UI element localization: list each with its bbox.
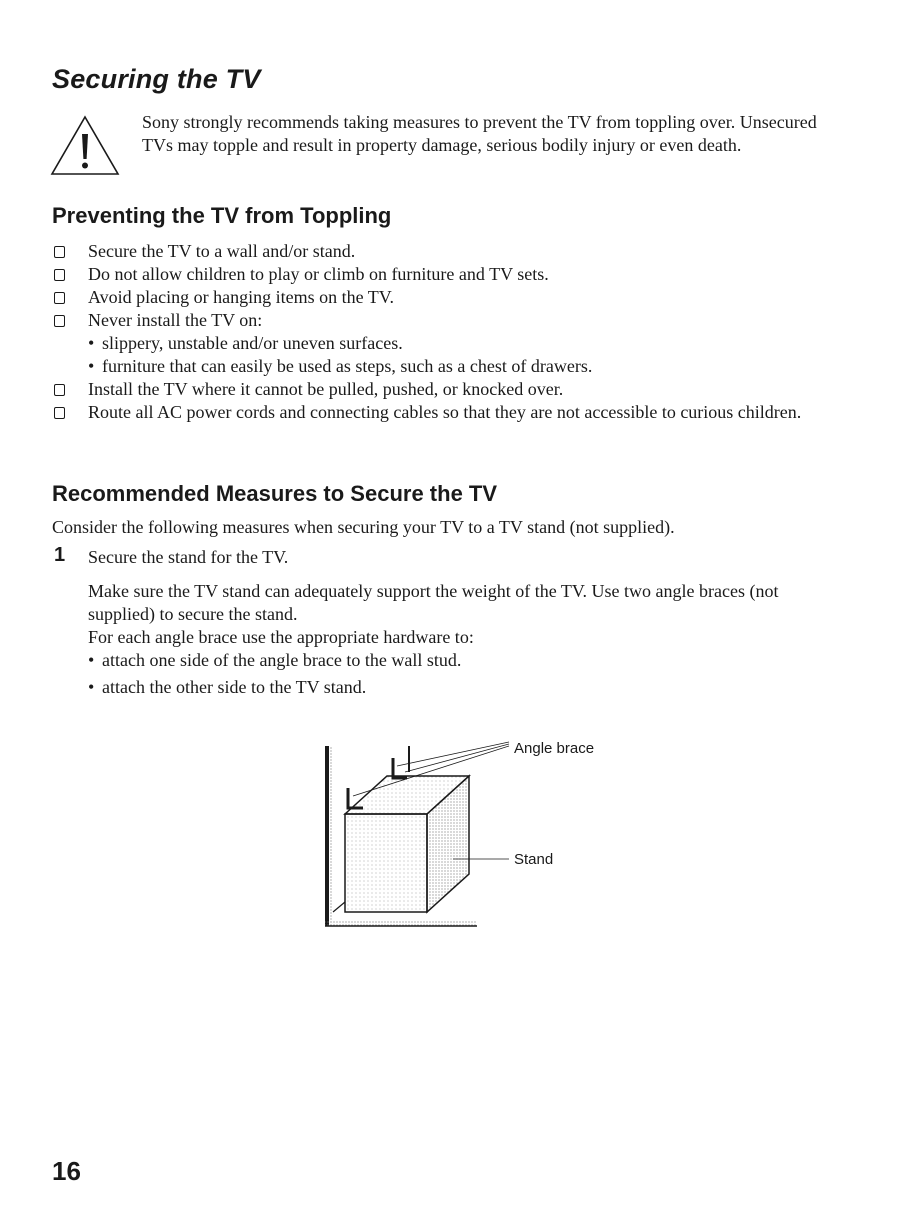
checklist-item-text: Install the TV where it cannot be pulled, pushed, or knocked over. — [88, 379, 564, 399]
bullet-icon: • — [88, 356, 95, 376]
checkbox-icon — [54, 292, 65, 304]
step-bullet-item — [88, 649, 848, 672]
bullet-icon: • — [88, 677, 95, 697]
stand-securing-illustration — [315, 732, 625, 932]
step-bullet-text: attach one side of the angle brace to the wall stud. — [102, 650, 462, 670]
checklist-item — [52, 401, 842, 424]
sub-list — [88, 332, 842, 378]
checklist-item — [52, 240, 842, 263]
warning-triangle-icon — [50, 114, 120, 178]
page-title: Securing the TV — [52, 64, 261, 94]
floor-drawing — [325, 920, 477, 926]
bullet-icon: • — [88, 650, 95, 670]
stand-drawing — [333, 776, 469, 912]
sub-list-item-text: slippery, unstable and/or uneven surfaces. — [102, 333, 403, 353]
sub-list-item — [88, 332, 842, 355]
checklist-item-text: Never install the TV on: — [88, 310, 263, 330]
step-paragraph: Make sure the TV stand can adequately support the weight of the TV. Use two angle braces (not supplied) to secure the stand. — [88, 581, 779, 624]
measures-intro: Consider the following measures when securing your TV to a TV stand (not supplied). — [52, 517, 675, 537]
step-bullets — [88, 649, 848, 699]
step-body — [88, 580, 848, 703]
checklist-item-text: Secure the TV to a wall and/or stand. — [88, 241, 356, 261]
checklist-item-text: Do not allow children to play or climb on furniture and TV sets. — [88, 264, 549, 284]
checkbox-icon — [54, 315, 65, 327]
step-title: Secure the stand for the TV. — [88, 547, 289, 567]
prevention-checklist — [52, 240, 842, 424]
step-bullet-text: attach the other side to the TV stand. — [102, 677, 367, 697]
label-stand: Stand — [514, 851, 554, 868]
checkbox-icon — [54, 407, 65, 419]
page-number: 16 — [52, 1156, 81, 1186]
label-angle-brace: Angle brace — [514, 740, 595, 757]
step-paragraph: For each angle brace use the appropriate hardware to: — [88, 627, 474, 647]
checklist-item — [52, 309, 842, 378]
warning-text: Sony strongly recommends taking measures to prevent the TV from toppling over. Unsecured TVs may topple and result in property damage, serious bodily injury or even death. — [142, 112, 817, 155]
checklist-item — [52, 378, 842, 401]
checkbox-icon — [54, 269, 65, 281]
bullet-icon: • — [88, 333, 95, 353]
section-heading-preventing: Preventing the TV from Toppling — [52, 203, 392, 228]
checklist-item-text: Avoid placing or hanging items on the TV. — [88, 287, 394, 307]
checklist-item — [52, 263, 842, 286]
checkbox-icon — [54, 246, 65, 258]
section-heading-measures: Recommended Measures to Secure the TV — [52, 481, 498, 506]
checkbox-icon — [54, 384, 65, 396]
sub-list-item-text: furniture that can easily be used as steps, such as a chest of drawers. — [102, 356, 593, 376]
checklist-item — [52, 286, 842, 309]
step-number: 1 — [54, 544, 66, 566]
checklist-item-text: Route all AC power cords and connecting cables so that they are not accessible to curious children. — [88, 402, 802, 422]
sub-list-item — [88, 355, 842, 378]
step-bullet-item — [88, 676, 848, 699]
